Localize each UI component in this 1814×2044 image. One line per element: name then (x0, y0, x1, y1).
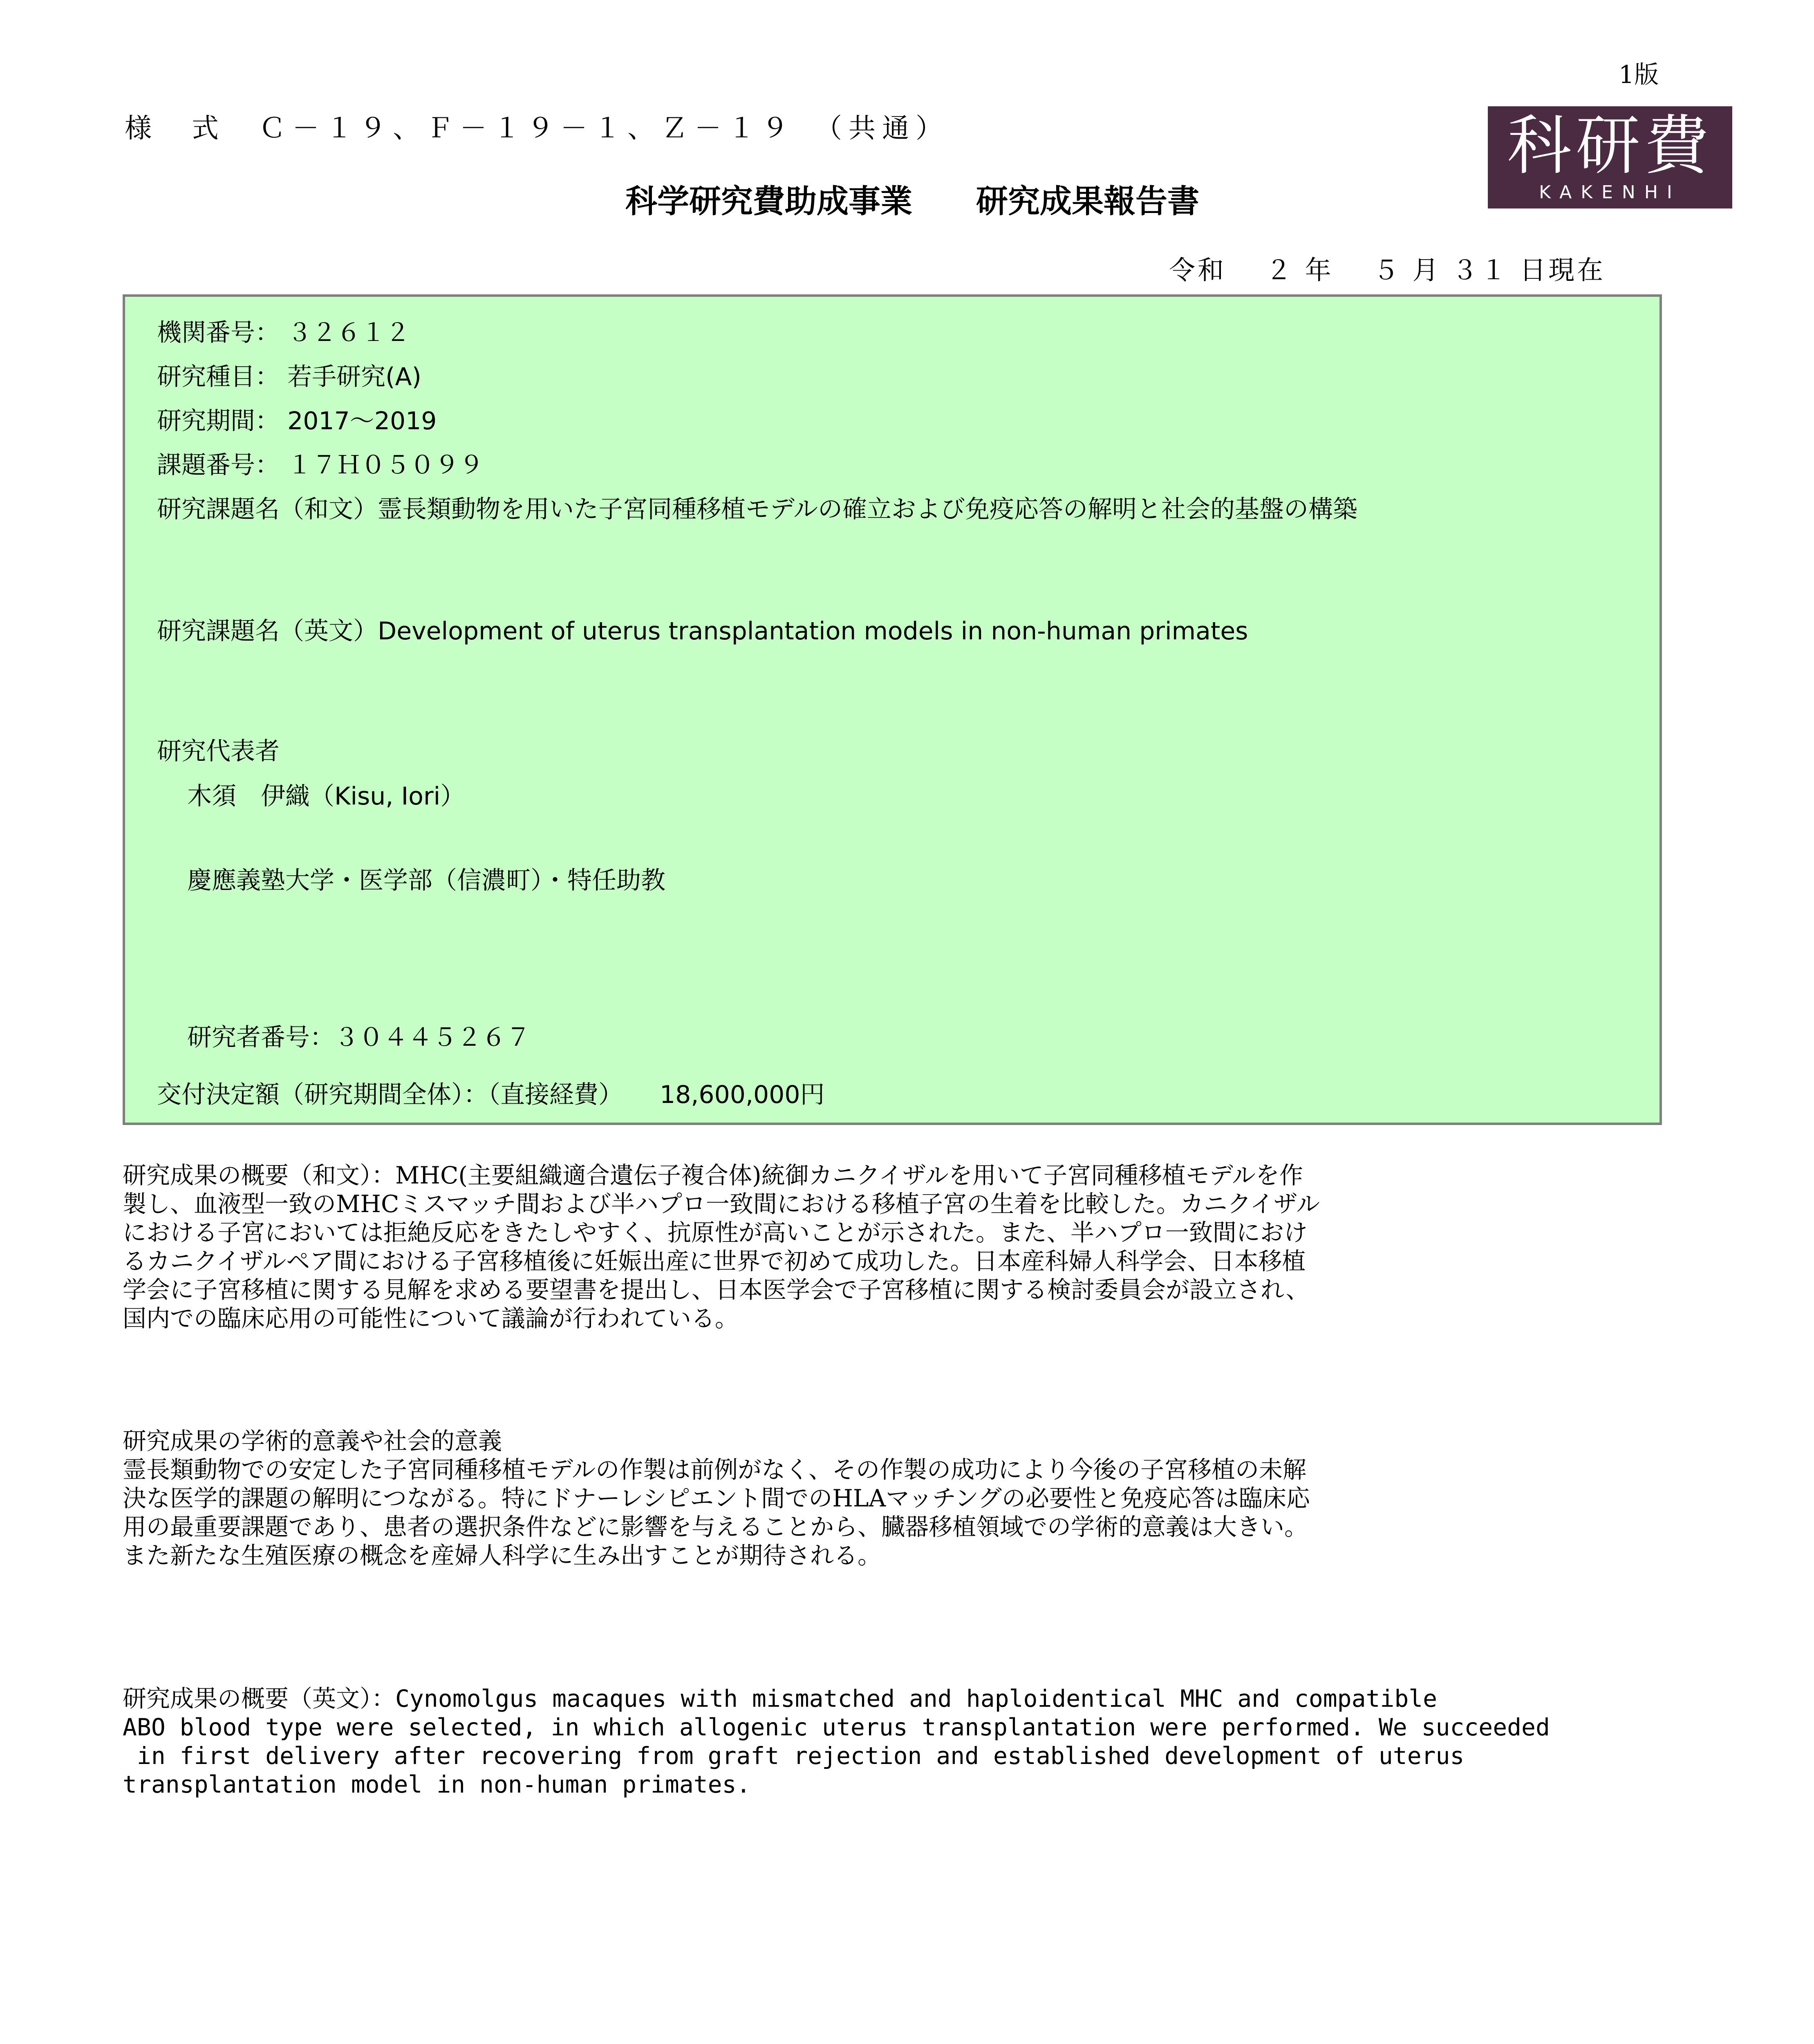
significance-line: また新たな生殖医療の概念を産婦人科学に生み出すことが期待される。 (123, 1542, 882, 1569)
version-label: 1版 (1619, 61, 1659, 89)
logo-sub-text: KAKENHI (1539, 182, 1681, 203)
project-title-ja: 研究課題名（和文）霊長類動物を用いた子宮同種移植モデルの確立および免疫応答の解明と社会的基盤の構築 (157, 495, 1357, 524)
summary-ja-line: 製し、血液型一致のMHCミスマッチ間および半ハプロ一致間における移植子宮の生着を比較した。カニクイザル (123, 1190, 1320, 1218)
summary-en-line: transplantation model in non-human primates. (123, 1771, 751, 1798)
summary-ja (123, 1161, 1684, 1333)
summary-en-line: Cynomolgus macaques with mismatched and haploidentical MHC and compatible (395, 1685, 1438, 1712)
summary-en-line: ABO blood type were selected, in which allogenic uterus transplantation were performed. We succeeded (123, 1713, 1550, 1741)
summary-ja-line: における子宮においては拒絶反応をきたしやすく、抗原性が高いことが示された。また、半ハプロ一致間におけ (123, 1219, 1308, 1246)
summary-ja-line: るカニクイザルペア間における子宮移植後に妊娠出産に世界で初めて成功した。日本産科婦人科学会、日本移植 (123, 1247, 1306, 1275)
summary-en (123, 1684, 1684, 1799)
summary-ja-line: 国内での臨床応用の可能性について議論が行われている。 (123, 1304, 739, 1332)
project-title-en: 研究課題名（英文）Development of uterus transplantation models in non-human primates (157, 617, 1248, 645)
significance-line: 用の最重要課題であり、患者の選択条件などに影響を与えることから、臓器移植領域での学術的意義は大きい。 (123, 1513, 1308, 1541)
summary-en-line: in first delivery after recovering from graft rejection and established development of uterus (123, 1742, 1465, 1770)
grant-amount: 交付決定額（研究期間全体）：（直接経費） 18,600,000円 (157, 1080, 825, 1109)
institution-number: 機関番号： ３２６１２ (157, 318, 410, 347)
summary-ja-label: 研究成果の概要（和文）： (123, 1161, 396, 1189)
significance-label: 研究成果の学術的意義や社会的意義 (123, 1427, 502, 1455)
significance-line: 霊長類動物での安定した子宮同種移植モデルの作製は前例がなく、その作製の成功により今後の子宮移植の未解 (123, 1456, 1306, 1484)
researcher-number: 研究者番号：３０４４５２６７ (187, 1023, 531, 1052)
document-title: 科学研究費助成事業 研究成果報告書 (625, 183, 1200, 220)
logo-main-text: 科研費 (1507, 108, 1713, 184)
research-period: 研究期間： 2017～2019 (157, 407, 437, 435)
principal-investigator-affiliation: 慶應義塾大学・医学部（信濃町）・特任助教 (187, 866, 665, 895)
report-date: 令和 ２ 年 ５ 月 ３１ 日現在 (1169, 256, 1606, 286)
kakenhi-logo (1488, 106, 1732, 208)
research-category: 研究種目： 若手研究(A) (157, 363, 421, 391)
summary-en-label: 研究成果の概要（英文）： (123, 1685, 396, 1712)
significance (123, 1427, 1684, 1570)
summary-ja-line: 学会に子宮移植に関する見解を求める要望書を提出し、日本医学会で子宮移植に関する検討委員会が設立され、 (123, 1276, 1310, 1304)
principal-investigator-name: 木須 伊織（Kisu, Iori） (187, 782, 465, 811)
significance-line: 決な医学的課題の解明につながる。特にドナーレシピエント間でのHLAマッチングの必要性と免疫応答は臨床応 (123, 1484, 1310, 1512)
project-info-box (123, 294, 1662, 1125)
form-code: 様 式 Ｃ－１９、Ｆ－１９－１、Ｚ－１９ （共通） (125, 112, 949, 144)
principal-investigator-label: 研究代表者 (157, 737, 280, 766)
summary-ja-line: MHC(主要組織適合遺伝子複合体)統御カニクイザルを用いて子宮同種移植モデルを作 (395, 1161, 1303, 1189)
project-number: 課題番号： １７Ｈ０５０９９ (157, 451, 484, 480)
